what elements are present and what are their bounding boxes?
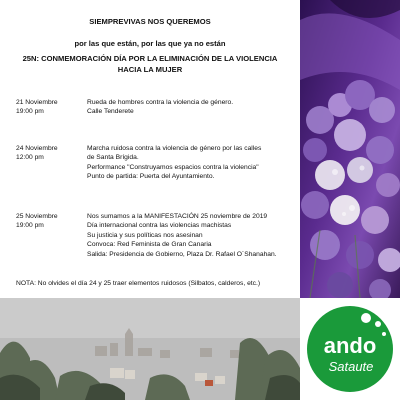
event-line: Calle Tenderete — [87, 108, 134, 116]
event-date: 24 Noviembre — [16, 145, 58, 152]
event-line: Su justicia y sus políticas nos asesinan — [87, 231, 203, 239]
flyer-heading-line-2: HACIA LA MUJER — [117, 65, 183, 74]
event-line: Punto de partida: Puerta del Ayuntamiento. — [87, 173, 215, 181]
event-when — [16, 144, 82, 163]
event-line: Performance "Construyamos espacios contra la violencia" — [87, 163, 259, 171]
event-line: Nos sumamos a la MANIFESTACIÓN 25 noviembre de 2019 — [87, 213, 268, 220]
purple-flowers-illustration — [300, 0, 400, 298]
event-when — [16, 212, 82, 231]
event-line: Día internacional contra las violencias machistas — [87, 222, 232, 230]
event-time: 19:00 pm — [16, 108, 44, 116]
event-when — [16, 98, 82, 117]
event-date: 21 Noviembre — [16, 99, 58, 106]
event-line: Marcha ruidosa contra la violencia de género por las calles — [87, 145, 262, 152]
event-line: Convoca: Red Feminista de Gran Canaria — [87, 241, 212, 249]
event-line: Rueda de hombres contra la violencia de género. — [87, 99, 234, 106]
ando-sataute-logo-panel — [300, 298, 400, 400]
event-line: Salida: Presidencia de Gobierno, Plaza Dr. Rafael O´Shanahan. — [87, 250, 277, 258]
flowers-photo — [300, 0, 400, 298]
town-photo — [0, 298, 300, 400]
event-description — [87, 212, 299, 259]
ando-sataute-logo-icon — [300, 298, 400, 400]
flyer-note: NOTA: No olvides el día 24 y 25 traer elementos ruidosos (Silbatos, calderos, etc.) — [16, 280, 261, 287]
flyer-heading-line-1: 25N: CONMEMORACIÓN DÍA POR LA ELIMINACIÓN DE LA VIOLENCIA — [22, 54, 278, 63]
flyer-subtitle: por las que están, por las que ya no están — [74, 39, 226, 48]
event-time: 19:00 pm — [16, 222, 44, 230]
event-line: de Santa Brígida. — [87, 154, 139, 162]
flyer-title: SIEMPREVIVAS NOS QUEREMOS — [89, 17, 211, 26]
event-time: 12:00 pm — [16, 154, 44, 162]
foggy-town-illustration — [0, 298, 300, 400]
flyer-heading — [0, 53, 300, 75]
event-date: 25 Noviembre — [16, 213, 58, 220]
logo-word-sataute: Sataute — [328, 359, 374, 374]
event-description — [87, 144, 299, 182]
logo-word-ando: ando — [323, 333, 377, 358]
event-description — [87, 98, 299, 117]
